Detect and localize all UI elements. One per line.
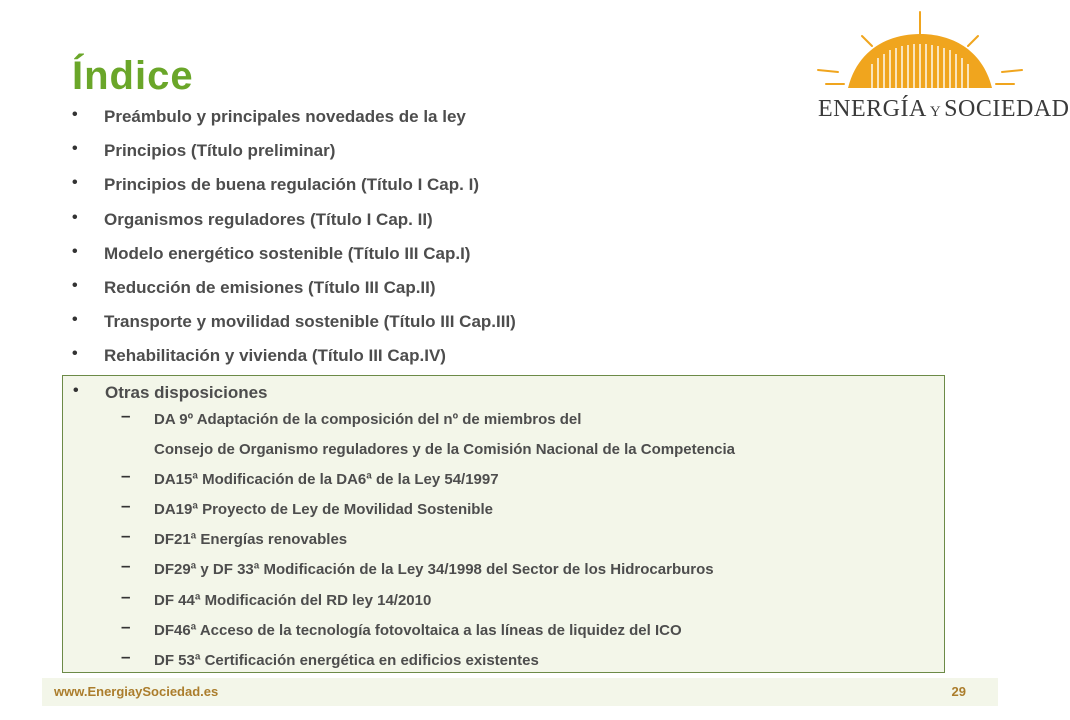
list-item-label: Rehabilitación y vivienda (Título III Cap.IV)	[104, 346, 446, 366]
logo-text-main: ENERGÍA	[818, 96, 927, 122]
list-item	[72, 207, 932, 241]
list-item-label: DA 9º Adaptación de la composición del nº de miembros del	[154, 411, 582, 428]
bullet-icon: •	[72, 345, 78, 363]
list-item-label: Principios de buena regulación (Título I Cap. I)	[104, 175, 479, 195]
dash-icon: –	[121, 496, 131, 516]
list-item-label: DF21ª Energías renovables	[154, 531, 348, 549]
logo-text-end: SOCIEDAD	[944, 96, 1070, 122]
bullet-icon: •	[72, 208, 78, 226]
dash-icon: –	[121, 556, 131, 576]
list-item-label: DF46ª Acceso de la tecnología fotovoltaica a las líneas de liquidez del ICO	[154, 621, 682, 639]
bullet-icon: •	[72, 276, 78, 294]
box-title-label: Otras disposiciones	[105, 383, 268, 402]
list-item-continuation	[119, 440, 939, 470]
list-item-label: Principios (Título preliminar)	[104, 141, 336, 161]
other-provisions-box	[62, 375, 945, 673]
bullet-icon: •	[72, 311, 78, 329]
dash-icon: –	[121, 586, 131, 606]
provisions-list	[119, 406, 939, 681]
page-title: Índice	[72, 54, 194, 98]
dash-icon: –	[121, 646, 131, 666]
list-item	[72, 138, 932, 172]
logo-text-y: Y	[929, 104, 942, 120]
dash-icon: –	[121, 526, 131, 546]
bullet-icon: •	[72, 174, 78, 192]
bullet-icon: •	[73, 382, 79, 399]
dash-icon: –	[121, 616, 131, 636]
box-title	[73, 380, 268, 406]
list-item-label: DF29ª y DF 33ª Modificación de la Ley 34/1998 del Sector de los Hidrocarburos	[154, 561, 714, 579]
list-item	[72, 241, 932, 275]
list-item-label: Reducción de emisiones (Título III Cap.II)	[104, 277, 436, 297]
list-item	[72, 275, 932, 309]
list-item-label: Transporte y movilidad sostenible (Título III Cap.III)	[104, 312, 516, 332]
bullet-icon: •	[72, 106, 78, 123]
dash-icon: –	[121, 466, 131, 486]
list-item	[119, 616, 939, 651]
list-item-label: Preámbulo y principales novedades de la ley	[104, 107, 466, 126]
list-item	[119, 586, 939, 621]
bullet-icon: •	[72, 140, 78, 158]
sun-icon	[810, 8, 1030, 98]
footer-url-link[interactable]: www.EnergiaySociedad.es	[54, 684, 219, 699]
list-item-label: DA15ª Modificación de la DA6ª de la Ley 54/1997	[154, 471, 499, 489]
list-item	[119, 466, 939, 500]
list-item-label: Organismos reguladores (Título I Cap. II)	[104, 209, 433, 229]
list-item	[72, 343, 932, 377]
list-item-label: DF 44ª Modificación del RD ley 14/2010	[154, 591, 432, 609]
list-item-label: DF 53ª Certificación energética en edificios existentes	[154, 651, 539, 669]
list-item	[119, 526, 939, 560]
index-list	[72, 104, 932, 378]
list-item	[119, 646, 939, 681]
list-item	[72, 104, 932, 138]
bullet-icon: •	[72, 242, 78, 260]
dash-icon: –	[121, 406, 131, 425]
list-item-label: DA19ª Proyecto de Ley de Movilidad Sostenible	[154, 501, 493, 519]
list-item	[72, 309, 932, 343]
list-item	[119, 556, 939, 590]
list-item-label: Consejo de Organismo reguladores y de la Comisión Nacional de la Competencia	[154, 441, 735, 459]
list-item-label: Modelo energético sostenible (Título III Cap.I)	[104, 243, 471, 263]
list-item	[119, 406, 939, 440]
page-number: 29	[951, 684, 966, 699]
list-item	[119, 496, 939, 530]
list-item	[72, 172, 932, 206]
footer-bar	[42, 678, 998, 706]
